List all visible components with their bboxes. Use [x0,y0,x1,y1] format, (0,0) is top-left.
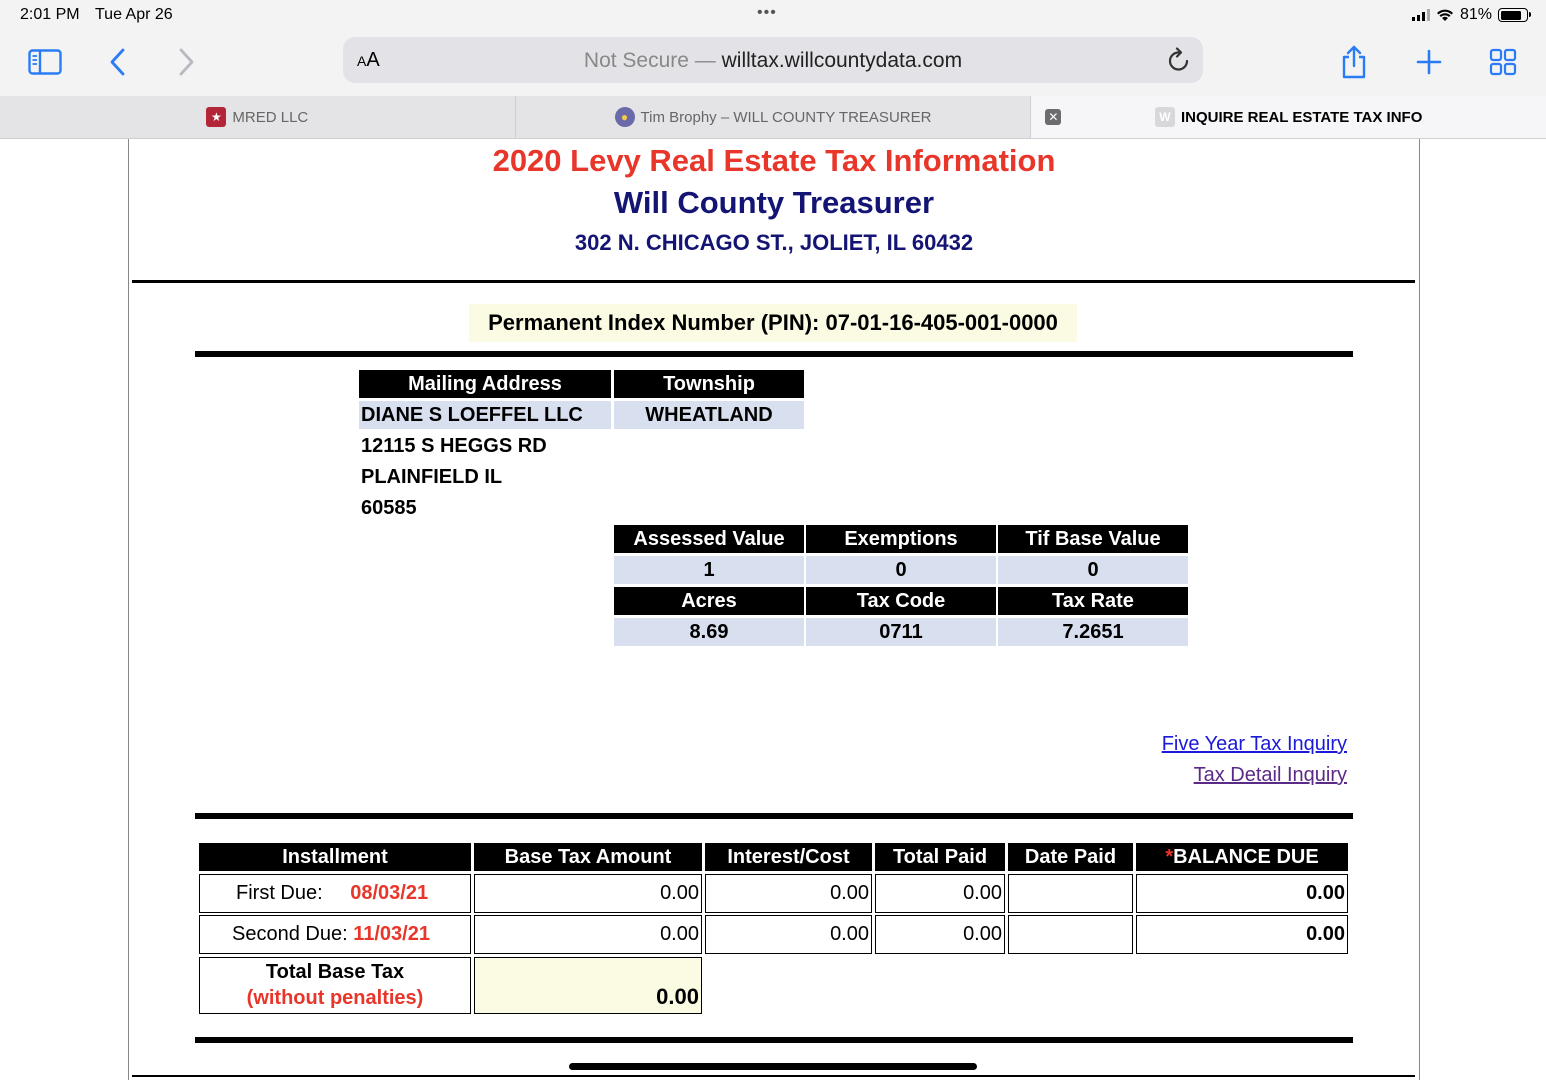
second-due-date: 11/03/21 [353,923,430,945]
county-seal-favicon-icon: ● [615,107,635,127]
mailing-zip: 60585 [361,497,417,519]
tax-code-value: 0711 [806,618,996,646]
treasurer-address: 302 N. CHICAGO ST., JOLIET, IL 60432 [574,230,974,255]
first-base-tax: 0.00 [474,874,702,913]
pin-value: 07-01-16-405-001-0000 [825,310,1058,335]
divider [195,813,1353,819]
tab-mred[interactable] [0,96,516,138]
asterisk-mark: * [1165,846,1174,868]
wifi-icon [1436,8,1454,22]
status-time: 2:01 PM [20,6,80,23]
second-balance-due: 0.00 [1136,915,1348,954]
acres-header: Acres [614,587,804,615]
cellular-signal-icon [1412,9,1430,21]
status-date: Tue Apr 26 [95,6,173,23]
tab-will-county-treasurer[interactable] [516,96,1032,138]
balance-due-header [1136,843,1348,871]
tif-base-value-header: Tif Base Value [998,525,1188,553]
installment-header: Installment [199,843,471,871]
owner-name: DIANE S LOEFFEL LLC [359,401,611,429]
page-subtitle: Will County Treasurer [613,185,935,220]
battery-icon [1498,8,1528,22]
second-base-tax: 0.00 [474,915,702,954]
mailing-city: PLAINFIELD IL [361,466,503,488]
assessed-value: 1 [614,556,804,584]
security-label: Not Secure — [583,49,716,72]
acres-value: 8.69 [614,618,804,646]
tax-code-header: Tax Code [806,587,996,615]
w-favicon-icon: W [1155,107,1175,127]
sidebar-icon[interactable] [27,44,63,80]
second-date-paid [1008,915,1133,954]
close-tab-icon[interactable]: ✕ [1045,109,1061,125]
home-indicator[interactable] [569,1063,977,1070]
exemptions-header: Exemptions [806,525,996,553]
back-icon[interactable] [100,44,136,80]
multitasking-dots-icon[interactable]: ••• [757,4,777,21]
first-interest-cost: 0.00 [705,874,872,913]
total-base-tax-value: 0.00 [474,957,702,1014]
divider [195,351,1353,357]
url-host: willtax.willcountydata.com [721,49,963,72]
tax-detail-inquiry-link[interactable]: Tax Detail Inquiry [1193,764,1347,786]
browser-toolbar [0,32,1546,96]
pin-banner [469,304,1077,342]
inquiry-links [1162,729,1347,791]
second-total-paid: 0.00 [875,915,1005,954]
divider [132,1075,1415,1077]
mred-favicon-icon: ★ [206,107,226,127]
without-penalties-note: (without penalties) [246,987,424,1009]
five-year-tax-inquiry-link[interactable]: Five Year Tax Inquiry [1161,733,1347,755]
township-value: WHEATLAND [614,401,804,429]
address-bar[interactable] [343,37,1203,83]
total-paid-header: Total Paid [875,843,1005,871]
base-tax-amount-header: Base Tax Amount [474,843,702,871]
first-due-label [199,874,471,913]
mailing-address-header: Mailing Address [359,370,611,398]
tab-inquire-real-estate[interactable] [1031,96,1546,138]
tab-bar [0,96,1546,139]
divider [195,1037,1353,1043]
second-due-label [199,915,471,954]
date-paid-header: Date Paid [1008,843,1133,871]
tab-label: Tim Brophy – WILL COUNTY TREASURER [640,108,932,126]
mailing-street: 12115 S HEGGS RD [361,435,547,457]
page-title: 2020 Levy Real Estate Tax Information [492,143,1056,178]
tif-base-value: 0 [998,556,1188,584]
new-tab-icon[interactable] [1411,44,1447,80]
status-indicators [1412,6,1528,24]
text-size-button[interactable]: AA [357,49,380,71]
total-base-tax-text: Total Base Tax [265,961,405,983]
first-total-paid: 0.00 [875,874,1005,913]
address-url[interactable] [343,49,1203,73]
first-date-paid [1008,874,1133,913]
share-icon[interactable] [1336,44,1372,80]
balance-due-label: BALANCE DUE [1173,846,1319,868]
assessed-value-header: Assessed Value [614,525,804,553]
tab-label: INQUIRE REAL ESTATE TAX INFO [1180,108,1423,126]
first-due-text: First Due: [236,882,323,904]
second-due-text: Second Due: [232,923,348,945]
divider [132,280,1415,283]
tax-rate-value: 7.2651 [998,618,1188,646]
first-balance-due: 0.00 [1136,874,1348,913]
township-header: Township [614,370,804,398]
page-content [128,139,1420,1080]
exemptions-value: 0 [806,556,996,584]
second-interest-cost: 0.00 [705,915,872,954]
status-bar [0,0,1546,32]
total-base-tax-label [199,957,471,1014]
tax-rate-header: Tax Rate [998,587,1188,615]
first-due-date: 08/03/21 [350,882,429,904]
forward-icon[interactable] [168,44,204,80]
pin-label: Permanent Index Number (PIN): [488,310,820,335]
tab-overview-icon[interactable] [1485,44,1521,80]
reload-icon[interactable] [1167,47,1191,78]
tab-label: MRED LLC [232,108,309,126]
interest-cost-header: Interest/Cost [705,843,872,871]
battery-percent: 81% [1459,6,1492,23]
